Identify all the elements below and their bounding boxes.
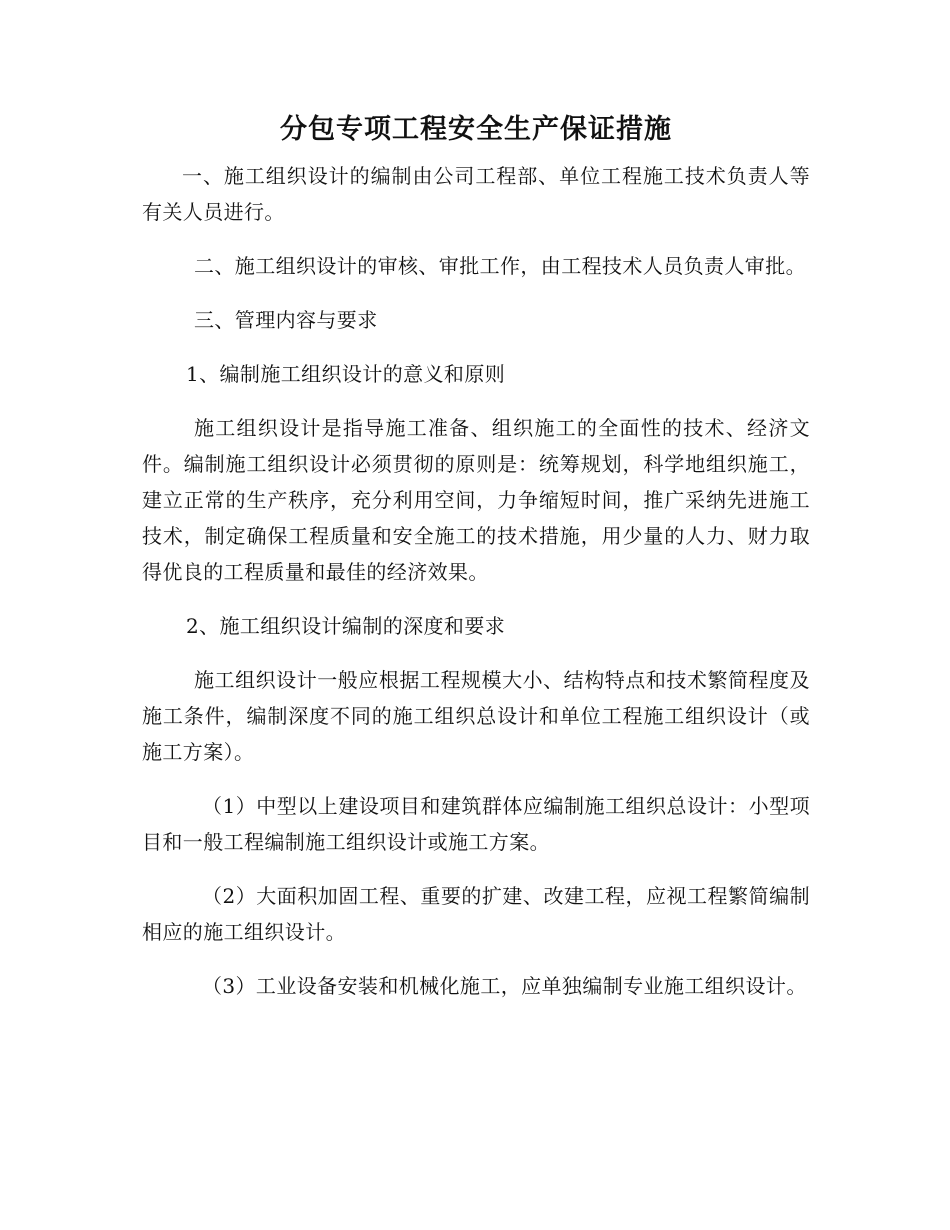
paragraph-2: 二、施工组织设计的审核、审批工作，由工程技术人员负责人审批。 xyxy=(194,254,806,278)
paragraph-8: （1）中型以上建设项目和建筑群体应编制施工组织总设计：小型项目和一般工程编制施工组织设计或施工方案。 xyxy=(142,794,810,854)
document-title: 分包专项工程安全生产保证措施 xyxy=(280,114,672,145)
paragraph-1: 一、施工组织设计的编制由公司工程部、单位工程施工技术负责人等有关人员进行。 xyxy=(142,164,810,224)
paragraph-3-heading: 三、管理内容与要求 xyxy=(194,308,378,332)
paragraph-4-heading: 1、编制施工组织设计的意义和原则 xyxy=(186,362,506,386)
paragraph-6-heading: 2、施工组织设计编制的深度和要求 xyxy=(186,614,506,638)
paragraph-5: 施工组织设计是指导施工准备、组织施工的全面性的技术、经济文件。编制施工组织设计必须贯彻的原则是：统筹规划，科学地组织施工，建立正常的生产秩序，充分利用空间，力争缩短时间，推广采纳先进施工技术，制定确保工程质量和安全施工的技术措施，用少量的人力、财力取得优良的工程质量和最佳的经济效果。 xyxy=(142,416,810,584)
document-body xyxy=(142,108,810,1022)
paragraph-10: （3）工业设备安装和机械化施工，应单独编制专业施工组织设计。 xyxy=(202,974,807,998)
paragraph-7: 施工组织设计一般应根据工程规模大小、结构特点和技术繁简程度及施工条件，编制深度不同的施工组织总设计和单位工程施工组织设计（或施工方案）。 xyxy=(142,668,810,764)
paragraph-9: （2）大面积加固工程、重要的扩建、改建工程，应视工程繁简编制相应的施工组织设计。 xyxy=(142,884,810,944)
